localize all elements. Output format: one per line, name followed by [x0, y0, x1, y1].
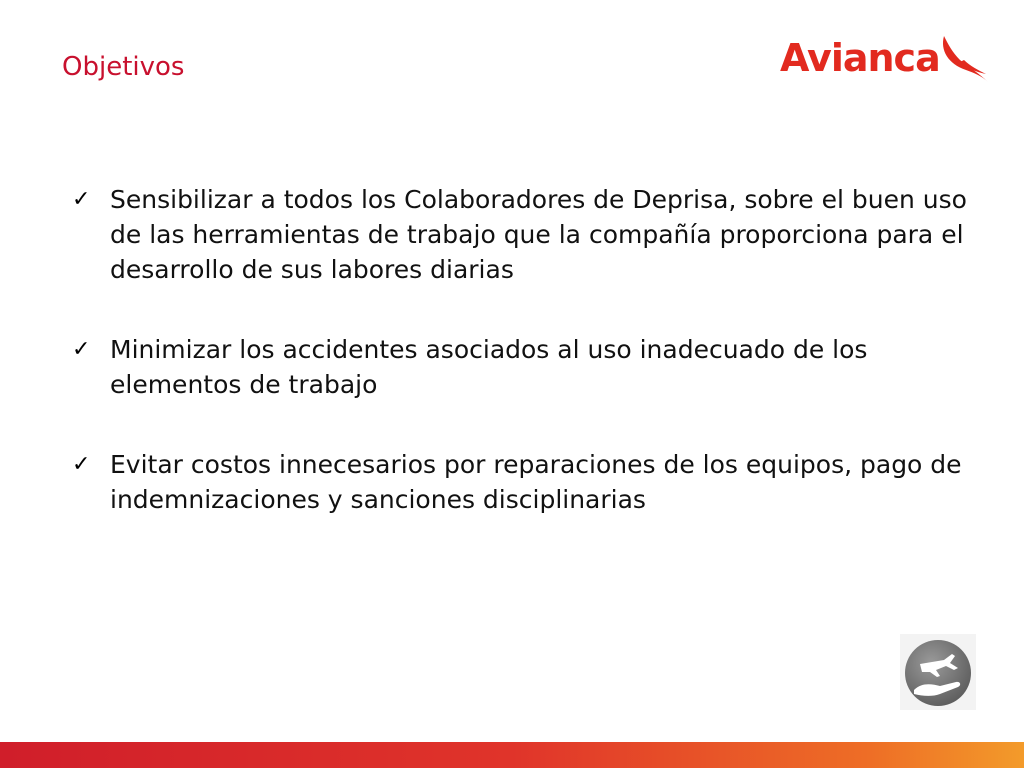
airplane-hand-icon — [900, 634, 976, 710]
bullet-text: Evitar costos innecesarios por reparaciones de los equipos, pago de indemnizaciones y sanciones disciplinarias — [110, 450, 962, 514]
bird-wing-icon — [930, 30, 990, 86]
check-mark-icon: ✓ — [72, 337, 91, 362]
logo-wordmark: Avianca — [780, 36, 940, 80]
bottom-accent-bar — [0, 742, 1024, 768]
objectives-list — [72, 182, 982, 562]
bullet-text: Minimizar los accidentes asociados al uso inadecuado de los elementos de trabajo — [110, 335, 868, 399]
list-item — [72, 182, 982, 287]
list-item — [72, 447, 982, 517]
avianca-logo — [780, 30, 990, 86]
list-item — [72, 332, 982, 402]
slide-title: Objetivos — [62, 52, 185, 82]
bullet-text: Sensibilizar a todos los Colaboradores de Deprisa, sobre el buen uso de las herramientas de trabajo que la compañía proporciona para el desarrollo de sus labores diarias — [110, 185, 967, 284]
check-mark-icon: ✓ — [72, 187, 91, 212]
check-mark-icon: ✓ — [72, 452, 91, 477]
